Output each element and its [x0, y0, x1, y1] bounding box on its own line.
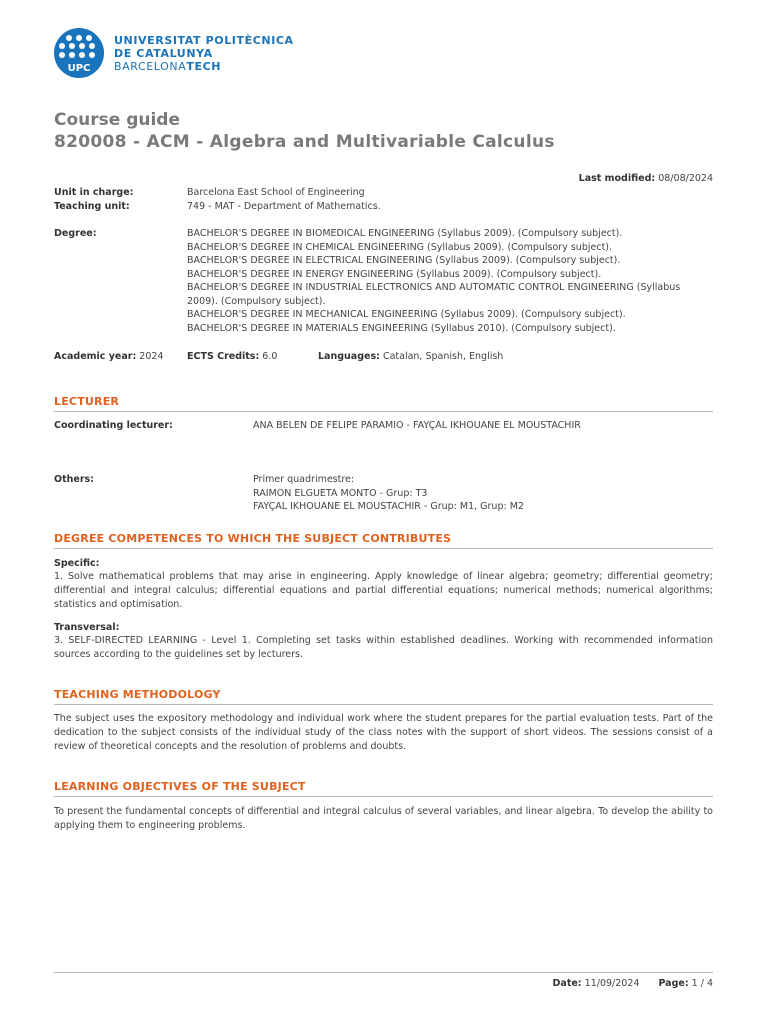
ects-label: ECTS Credits: — [187, 351, 260, 362]
methodology-text: The subject uses the expository methodology and individual work where the student prepares for the partial evaluation tests. Part of the dedication to the subject consists of the individual study of the class notes with the support of short videos. The sessions consist of a review of theoretical concepts and the resolution of problems and doubts. — [54, 713, 713, 752]
methodology-heading: TEACHING METHODOLOGY — [54, 688, 713, 705]
lecturer-heading: LECTURER — [54, 395, 713, 412]
degree-label: Degree: — [54, 228, 97, 239]
languages-label: Languages: — [318, 351, 380, 362]
upc-logo — [54, 28, 314, 78]
objectives-text: To present the fundamental concepts of differential and integral calculus of several variables, and linear algebra. To develop the ability to applying them to engineering problems. — [54, 806, 713, 831]
degree-item: BACHELOR'S DEGREE IN MECHANICAL ENGINEERING (Syllabus 2009). (Compulsory subject). — [187, 309, 626, 320]
others-list — [253, 473, 524, 514]
degree-item: BACHELOR'S DEGREE IN BIOMEDICAL ENGINEERING (Syllabus 2009). (Compulsory subject). — [187, 228, 623, 239]
coordinating-lecturer-value: ANA BELEN DE FELIPE PARAMIO - FAYÇAL IKHOUANE EL MOUSTACHIR — [253, 420, 581, 431]
academic-year — [54, 350, 163, 364]
footer-divider — [54, 972, 713, 973]
degree-item: BACHELOR'S DEGREE IN CHEMICAL ENGINEERING (Syllabus 2009). (Compulsory subject). — [187, 241, 613, 253]
logo-badge-text: UPC — [67, 63, 91, 74]
languages — [318, 350, 503, 364]
others-line: Primer quadrimestre: — [253, 474, 355, 485]
languages-value: Catalan, Spanish, English — [382, 351, 504, 362]
others-label: Others: — [54, 474, 94, 485]
footer-date-value: 11/09/2024 — [584, 978, 640, 989]
course-title: 820008 - ACM - Algebra and Multivariable Calculus — [54, 132, 555, 152]
specific-label: Specific: — [54, 558, 100, 569]
transversal-label: Transversal: — [54, 622, 120, 633]
specific-text: 1. Solve mathematical problems that may arise in engineering. Apply knowledge of linear algebra; geometry; differential geometry; differential and integral calculus; differential equations and partial differential equations; numerical methods; numerical algorithms; statistics and optimisation. — [54, 571, 713, 610]
ects-credits — [187, 350, 277, 364]
academic-year-value: 2024 — [139, 351, 164, 362]
logo-line-2: DE CATALUNYA — [114, 47, 213, 60]
teaching-unit-label: Teaching unit: — [54, 201, 130, 212]
degree-item: BACHELOR'S DEGREE IN MATERIALS ENGINEERING (Syllabus 2010). (Compulsory subject). — [187, 322, 616, 334]
footer-page-label: Page: — [658, 978, 689, 989]
logo-wordmark — [114, 34, 294, 74]
footer-date-label: Date: — [552, 978, 582, 989]
degree-item: BACHELOR'S DEGREE IN ENERGY ENGINEERING (Syllabus 2009). (Compulsory subject). — [187, 268, 602, 280]
logo-line-1: UNIVERSITAT POLITÈCNICA — [114, 34, 294, 47]
teaching-unit-value: 749 - MAT - Department of Mathematics. — [187, 201, 381, 212]
others-line: RAIMON ELGUETA MONTO - Grup: T3 — [253, 487, 428, 499]
footer — [553, 978, 713, 989]
logo-line-3-b: TECH — [186, 60, 222, 73]
academic-year-label: Academic year: — [54, 351, 137, 362]
objectives-heading: LEARNING OBJECTIVES OF THE SUBJECT — [54, 780, 713, 797]
degree-list — [187, 227, 713, 335]
last-modified-label: Last modified: — [578, 173, 656, 184]
footer-page-value: 1 / 4 — [691, 978, 713, 989]
logo-line-3 — [114, 60, 294, 74]
degree-item: BACHELOR'S DEGREE IN ELECTRICAL ENGINEERING (Syllabus 2009). (Compulsory subject). — [187, 255, 621, 266]
coordinating-lecturer-label: Coordinating lecturer: — [54, 420, 173, 431]
last-modified — [579, 172, 713, 186]
last-modified-value: 08/08/2024 — [658, 173, 713, 184]
transversal-text: 3. SELF-DIRECTED LEARNING - Level 1. Completing set tasks within established deadlines. Working with recommended information sources according to the guidelines set by lecturers. — [54, 635, 713, 660]
ects-value: 6.0 — [262, 351, 278, 362]
logo-line-3-a: BARCELONA — [114, 60, 187, 73]
competences-heading: DEGREE COMPETENCES TO WHICH THE SUBJECT CONTRIBUTES — [54, 532, 713, 549]
upc-logo-icon — [54, 28, 104, 78]
page-title: Course guide — [54, 110, 181, 130]
unit-label: Unit in charge: — [54, 187, 134, 198]
degree-item: BACHELOR'S DEGREE IN INDUSTRIAL ELECTRONICS AND AUTOMATIC CONTROL ENGINEERING (Syllabus 2009). (Compulsory subject). — [187, 282, 681, 307]
unit-value: Barcelona East School of Engineering — [187, 187, 365, 198]
others-line: FAYÇAL IKHOUANE EL MOUSTACHIR - Grup: M1, Grup: M2 — [253, 501, 524, 512]
